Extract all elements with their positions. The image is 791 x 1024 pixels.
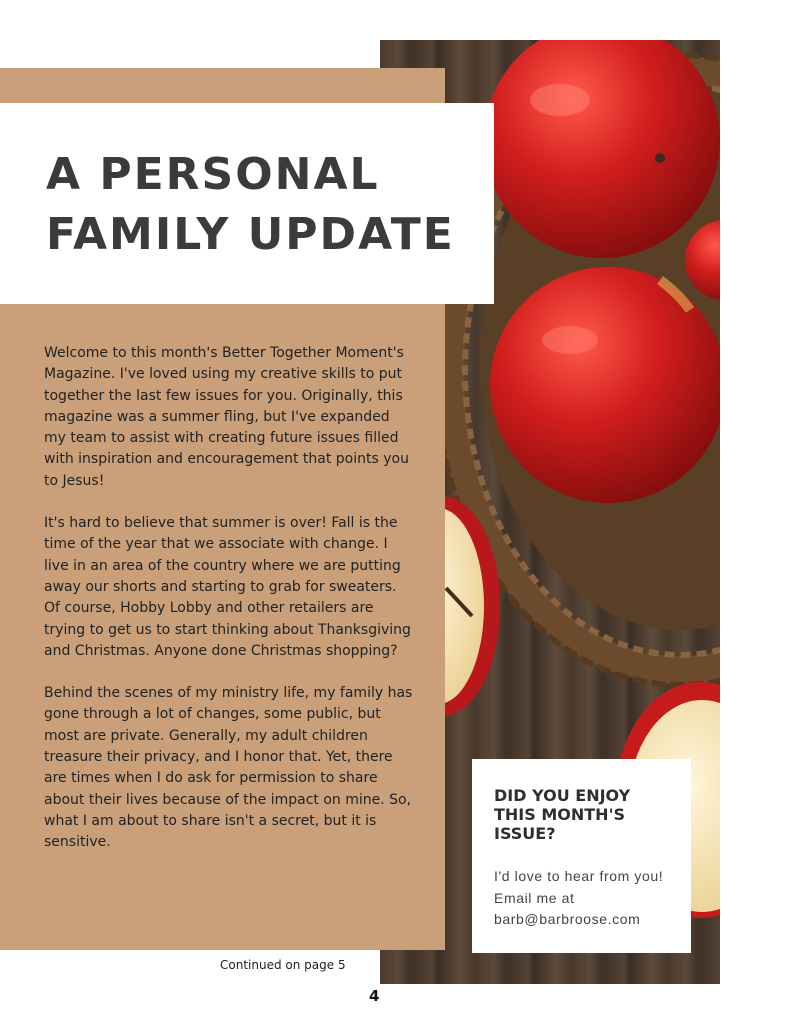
feedback-callout [472,759,691,953]
paragraph: Welcome to this month's Better Together Moment's Magazine. I've loved using my creative skills to put together the last few issues for you. Originally, this magazine was a summer fling, but I've expanded my team to assist with creating future issues filled with inspiration and encouragement that points you to Jesus! [44,345,409,489]
apple-middle [490,267,720,503]
callout-title: DID YOU ENJOY THIS MONTH'S ISSUE? [494,786,631,843]
continued-note: Continued on page 5 [220,958,346,972]
paragraph: It's hard to believe that summer is over! Fall is the time of the year that we associate with change. I live in an area of the country where we are putting away our shorts and starting to grab for sweaters. Of course, Hobby Lobby and other retailers are trying to get us to start thinking about Thanksgiving and Christmas. Anyone done Christmas shopping? [44,515,411,659]
page-number: 4 [369,987,380,1005]
title-line-2: FAMILY UPDATE [46,209,455,260]
callout-text: I'd love to hear from you! Email me at barb@barbroose.com [494,868,664,927]
paragraph: Behind the scenes of my ministry life, my family has gone through a lot of changes, some public, but most are private. Generally, my adult children treasure their privacy, and I honor that. Yet, there are times when I do ask for permission to share about their lives because of the impact on mine. So, what I am about to share isn't a secret, but it is sensitive. [44,685,413,851]
title-line-1: A PERSONAL [46,149,380,200]
article-title [46,145,486,265]
article-body [44,343,414,875]
